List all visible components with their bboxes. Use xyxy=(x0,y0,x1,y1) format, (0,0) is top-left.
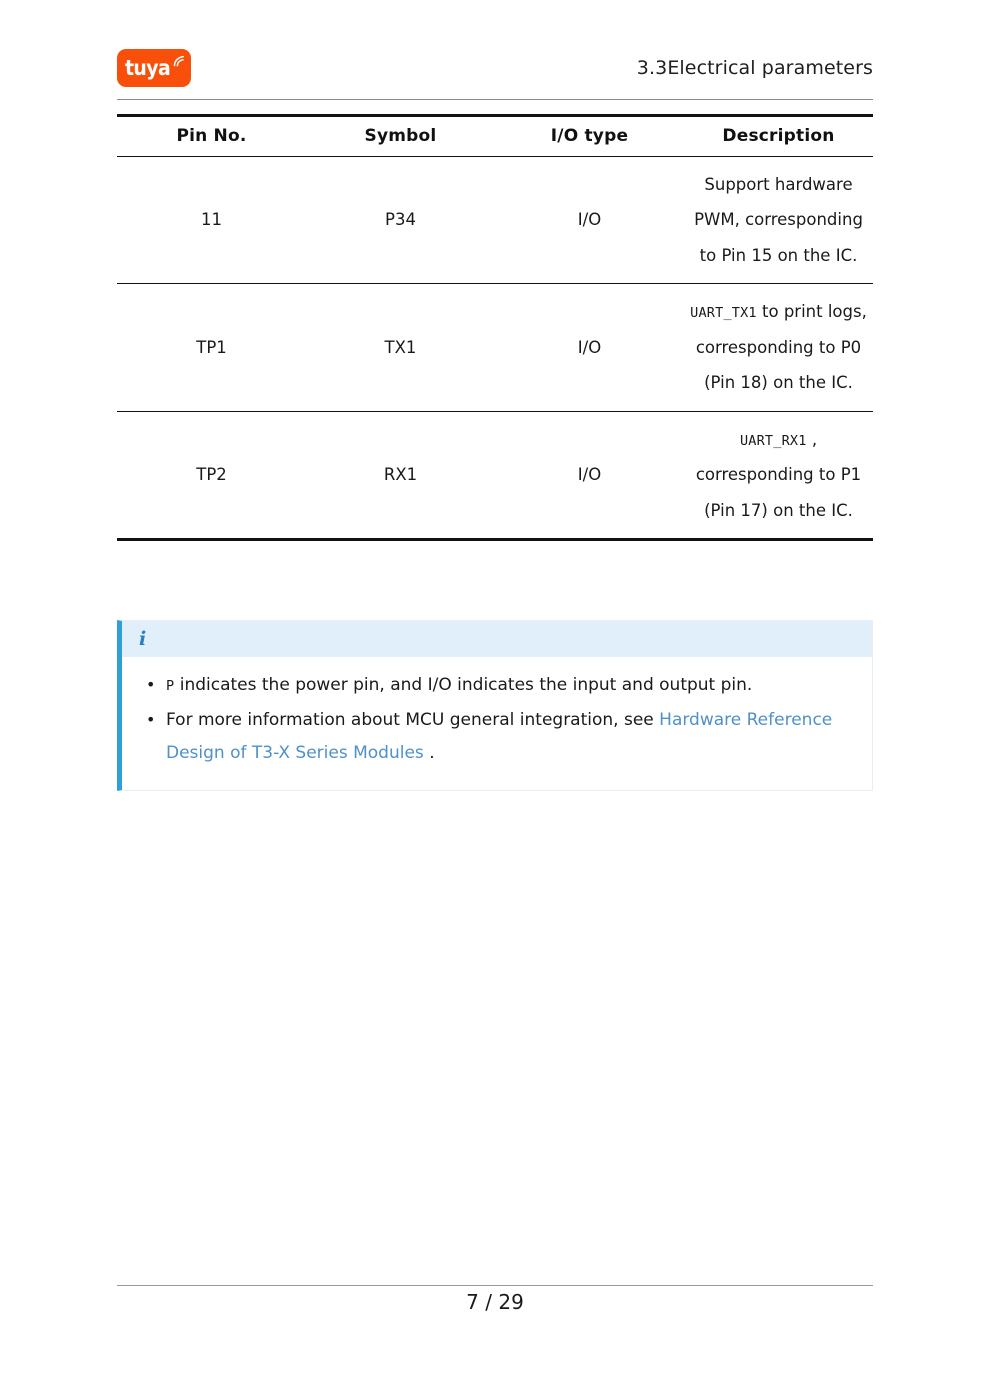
column-header-io-type: I/O type xyxy=(495,116,684,157)
cell-symbol: TX1 xyxy=(306,284,495,411)
cell-io-type: I/O xyxy=(495,284,684,411)
info-bullet-list xyxy=(142,669,852,770)
page-number: 7 / 29 xyxy=(466,1290,524,1314)
hardware-reference-design-link[interactable]: Hardware Reference Design of T3-X Series Modules xyxy=(166,710,833,764)
cell-description-code: UART_TX1 xyxy=(690,305,757,322)
list-item xyxy=(142,669,852,702)
pin-definition-table xyxy=(117,114,873,541)
tuya-logo xyxy=(117,49,191,87)
cell-symbol: RX1 xyxy=(306,411,495,539)
info-callout-body xyxy=(122,657,872,790)
cell-description-text: Support hardware PWM, corresponding to Pin 15 on the IC. xyxy=(694,175,863,265)
cell-symbol: P34 xyxy=(306,157,495,284)
bullet-code-token: P xyxy=(166,678,175,694)
table-header-row xyxy=(117,116,873,157)
table-body xyxy=(117,157,873,540)
tuya-logo-text: tuya xyxy=(125,55,171,80)
header-divider xyxy=(117,99,873,100)
bullet-text-before: For more information about MCU general integration, see xyxy=(166,710,654,731)
column-header-symbol: Symbol xyxy=(306,116,495,157)
cell-description-text: to print logs, corresponding to P0 (Pin 18) on the IC. xyxy=(695,302,867,393)
cell-description xyxy=(684,157,873,284)
info-callout xyxy=(117,620,873,791)
cell-description-code: UART_RX1 xyxy=(739,432,807,449)
info-callout-header xyxy=(122,621,872,657)
cell-description-text: , corresponding to P1 (Pin 17) on the IC. xyxy=(695,429,862,520)
wifi-arc-icon xyxy=(172,55,185,68)
cell-io-type: I/O xyxy=(495,157,684,284)
column-header-pin-no: Pin No. xyxy=(117,116,306,157)
table-row xyxy=(117,157,873,284)
header-section-title: 3.3Electrical parameters xyxy=(636,57,873,79)
footer-divider xyxy=(117,1285,873,1286)
list-item xyxy=(142,704,852,770)
cell-pin-no: 11 xyxy=(117,157,306,284)
cell-pin-no: TP2 xyxy=(117,411,306,539)
bullet-text-after: . xyxy=(429,743,435,764)
column-header-description: Description xyxy=(684,116,873,157)
cell-io-type: I/O xyxy=(495,411,684,539)
cell-pin-no: TP1 xyxy=(117,284,306,411)
page-header xyxy=(117,40,873,96)
bullet-text: indicates the power pin, and I/O indicates the input and output pin. xyxy=(179,675,753,695)
table-row xyxy=(117,411,873,539)
cell-description xyxy=(684,411,873,539)
cell-description xyxy=(684,284,873,411)
table-row xyxy=(117,284,873,411)
info-icon: i xyxy=(139,627,147,650)
table-header xyxy=(117,116,873,157)
